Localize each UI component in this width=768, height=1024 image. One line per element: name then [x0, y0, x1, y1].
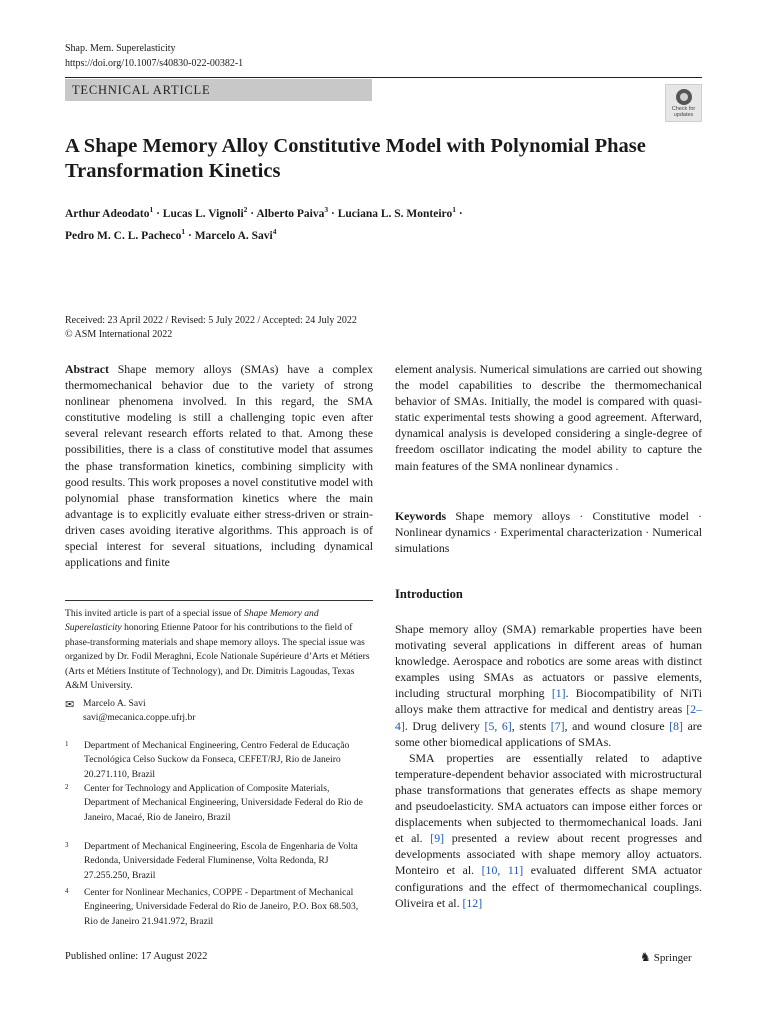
citation-link[interactable]: [1]	[551, 686, 566, 701]
article-title: A Shape Memory Alloy Constitutive Model with Polynomial Phase Transformation Kinetics	[65, 135, 646, 182]
citation-link[interactable]: [5, 6]	[484, 718, 512, 733]
paragraph-text: . Drug delivery	[404, 718, 485, 733]
keywords-label: Keywords	[395, 509, 447, 523]
affiliation	[65, 782, 373, 825]
special-issue-footnote	[65, 607, 373, 693]
citation-link[interactable]: [12]	[462, 895, 483, 910]
author-affiliation: 4	[272, 226, 277, 236]
publisher-logo	[640, 950, 692, 964]
affiliation-text: Center for Technology and Application of Composite Materials, Department of Mechanical Engineering, Universidade Federal do Rio de Janeiro, Macaé, Rio de Janeiro, Brazil	[84, 783, 363, 823]
badge-line-1: Check for	[671, 106, 696, 112]
citation-link[interactable]: [7]	[550, 718, 565, 733]
author-affiliation: 2	[243, 205, 248, 214]
footnote-journal: Shape Memory and Superelasticity	[65, 608, 319, 634]
author-affiliation: 3	[324, 205, 329, 214]
paragraph-text: , stents	[511, 718, 551, 733]
affiliation-text: Department of Mechanical Engineering, Centro Federal de Educação Tecnológica Celso Suckow da Fonseca, CEFET/RJ, Rio de Janeiro 20.271.110, Brazil	[84, 740, 350, 780]
article-type-banner: TECHNICAL ARTICLE	[65, 79, 372, 101]
citation-link[interactable]: [9]	[430, 831, 445, 846]
journal-name: Shap. Mem. Superelasticity	[65, 43, 176, 54]
citation-link[interactable]: [2–4]	[395, 702, 702, 733]
paragraph-text: evaluated different SMA actuator configurations and the effect of thermomechanical couplings. Oliveira et al.	[395, 863, 702, 910]
citation-link[interactable]: [8]	[669, 718, 683, 733]
intro-paragraph-2	[395, 750, 702, 911]
paragraph-text: SMA properties are essentially related to adaptive temperature-dependent behavior associated with microstructural phase transformations that generates effects as shape memory and pseudoelasticity. SMA actuators can impose either forces or displacements when subjected to thermomechanical loads. Jani et al.	[395, 750, 702, 846]
journal-header	[65, 41, 243, 71]
paragraph-text: . Biocompatibility of NiTi alloys make them attractive for medical and dentistry areas	[395, 686, 702, 717]
header-rule	[65, 77, 702, 78]
springer-horse-icon: ♞	[640, 950, 651, 964]
affiliation-number: 1	[65, 740, 69, 748]
footnote-part-a: This invited article is part of a special issue of	[65, 608, 245, 619]
paragraph-text: are some other biomedical applications of SMAs.	[395, 718, 702, 749]
author-list: Arthur Adeodato$^1$ · Lucas L. Vignoli$^2$ · Alberto Paiva$^3$ · Luciana L. S. Monteiro$^1$ · Pedro M. C. L. Pacheco$^1$ · Marcelo A. Savi$^4$	[65, 205, 463, 242]
affiliation-text: Center for Nonlinear Mechanics, COPPE - Department of Mechanical Engineering, Universidade Federal do Rio de Janeiro, P.O. Box 68.503, Rio de Janeiro 21.941.972, Brazil	[84, 887, 359, 927]
abstract-text-left: Shape memory alloys (SMAs) have a complex thermomechanical behavior due to the variety of strong nonlinear phenomena involved. In this regard, the SMA constitutive modeling is still a challenging topic even after several relevant research efforts related to that. Among these possibilities, there is a class of constitutive model that assumes the phase transformation kinetics, combining simplicity with good results. This work proposes a novel constitutive model with polynomial phase transformation kinetics where the main advantage is to explicitly evaluate either stress-driven or strain-driven cases avoiding iterative algorithms. This approach is of special interest for several situations, including dynamical applications and finite	[65, 362, 373, 570]
author: Alberto Paiva$^3$	[256, 205, 329, 220]
badge-line-2: updates	[673, 112, 694, 118]
received-revised-accepted: Received: 23 April 2022 / Revised: 5 July 2022 / Accepted: 24 July 2022	[65, 315, 357, 326]
author: Luciana L. S. Monteiro$^1$	[337, 205, 456, 220]
footnote-rule	[65, 600, 373, 601]
check-for-updates-badge[interactable]	[665, 84, 702, 122]
paragraph-text: presented a review about recent progresses and developments associated with shape memory alloy actuators. Monteiro et al.	[395, 831, 702, 878]
author: Marcelo A. Savi$^4$	[194, 226, 277, 242]
footnote-part-b: honoring Etienne Patoor for his contributions to the field of phase-transforming materials and shape memory alloys. The special issue was organized by Dr. Fodil Meraghni, Ecole Nationale Supérieure d’Arts et Métiers (Arts et Métiers Institute of Technology), and Dr. Dimitris Lagoudas, Texas A&M University.	[65, 622, 370, 692]
corresponding-email[interactable]: savi@mecanica.coppe.ufrj.br	[83, 712, 196, 724]
keywords	[395, 508, 702, 556]
author-affiliation: 1	[452, 205, 456, 214]
author-affiliation: 1	[149, 205, 154, 214]
abstract-right: element analysis. Numerical simulations are carried out showing the model capabilities to describe the thermomechanical behavior of SMAs. Initially, the model is compared with quasi-static experimental tests showing a good agreement. Afterward, dynamical analysis is developed considering a single-degree of freedom oscillator indicating the model ability to capture the main features of the SMA nonlinear dynamics .	[395, 362, 702, 473]
citation-link[interactable]: [10, 11]	[481, 863, 524, 878]
affiliation-number: 3	[65, 841, 69, 849]
author: Pedro M. C. L. Pacheco$^1$	[65, 226, 186, 242]
affiliation-text: Department of Mechanical Engineering, Escola de Engenharia de Volta Redonda, Universidade Federal Fluminense, Volta Redonda, RJ 27.255.250, Brazil	[84, 841, 358, 881]
check-for-updates-icon	[676, 89, 692, 105]
envelope-icon: ✉	[65, 699, 75, 711]
affiliation-number: 2	[65, 783, 69, 791]
paragraph-text: , and wound closure	[564, 718, 670, 733]
affiliation	[65, 886, 373, 929]
author: Arthur Adeodato$^1$	[65, 205, 154, 220]
introduction-body	[395, 621, 702, 911]
paragraph-text: Shape memory alloy (SMA) remarkable properties have been motivating several applications in different areas of human knowledge. Aerospace and robotics are some areas with distinct examples using SMAs as actuators or passive elements, including structural morphing	[395, 622, 702, 701]
author: Lucas L. Vignoli$^2$	[162, 205, 248, 220]
introduction-heading: Introduction	[395, 587, 463, 601]
correspondence	[65, 697, 373, 726]
keywords-text: Shape memory alloys · Constitutive model · Nonlinear dynamics · Experimental characterization · Numerical simulations	[395, 509, 702, 556]
publisher-name: Springer	[653, 952, 692, 964]
corresponding-author: Marcelo A. Savi	[83, 698, 146, 709]
affiliation-number: 4	[65, 887, 69, 895]
abstract-left	[65, 361, 373, 570]
author-affiliation: 1	[181, 226, 186, 236]
abstract-label: Abstract	[65, 362, 109, 376]
doi-link[interactable]: https://doi.org/10.1007/s40830-022-00382-1	[65, 58, 244, 69]
affiliation	[65, 739, 373, 782]
published-online: Published online: 17 August 2022	[65, 951, 208, 962]
affiliation	[65, 840, 373, 883]
copyright: © ASM International 2022	[65, 329, 173, 340]
intro-paragraph-1	[395, 621, 702, 750]
article-dates	[65, 314, 357, 342]
